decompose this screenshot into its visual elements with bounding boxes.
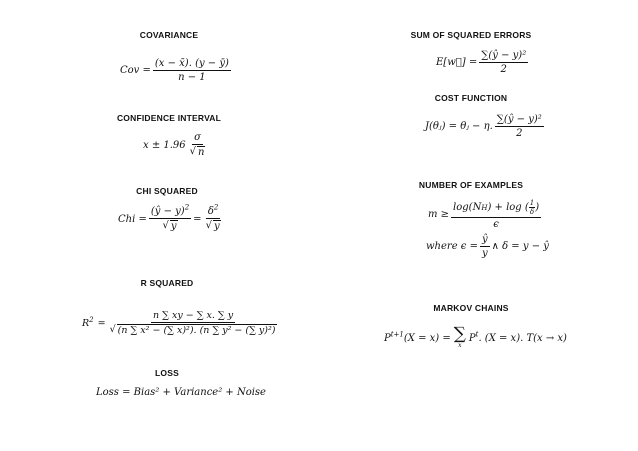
formula-covariance — [120, 58, 233, 83]
heading-r-squared: R SQUARED — [140, 278, 194, 288]
sse-numerator: ∑(ŷ − y)² — [481, 50, 527, 61]
heading-covariance: COVARIANCE — [139, 30, 199, 40]
ne-lhs: m ≥ — [428, 209, 450, 220]
where-denominator: y — [481, 248, 488, 259]
formula-confidence-interval — [143, 132, 209, 158]
r2-denominator: (n ∑ x² − (∑ x)²). (n ∑ y² − (∑ y)²) — [117, 325, 276, 336]
sqrt-symbol: √ — [205, 220, 212, 231]
heading-sum-of-squared-errors: SUM OF SQUARED ERRORS — [410, 30, 532, 40]
cost-fraction — [495, 114, 544, 139]
chi-numerator-1: (ŷ − y)$^2$ — [150, 203, 190, 217]
ci-lhs: x ± 1.96 — [143, 139, 186, 151]
sse-lhs: E[w⃗] = — [436, 57, 478, 68]
sse-fraction — [479, 50, 528, 75]
sqrt-symbol: √ — [162, 220, 169, 231]
heading-loss: LOSS — [155, 368, 179, 378]
r2-fraction — [108, 310, 279, 336]
heading-confidence-interval: CONFIDENCE INTERVAL — [116, 113, 222, 123]
mk-mid: (X = x) = — [403, 333, 451, 344]
where-fraction — [480, 234, 490, 259]
chi-numerator-2: $\delta^2$ — [207, 203, 219, 217]
formula-number-of-examples — [428, 199, 543, 230]
chi-fraction-1 — [149, 203, 191, 232]
where-lhs: where ϵ = — [426, 241, 478, 252]
r2-equals: = — [97, 317, 106, 329]
ci-numerator: σ — [194, 132, 201, 143]
formula-r-squared — [82, 310, 281, 336]
chi-lhs: Chi = — [118, 213, 147, 225]
ci-fraction — [188, 132, 208, 158]
heading-number-of-examples: NUMBER OF EXAMPLES — [418, 180, 524, 190]
formula-cost-function — [425, 114, 546, 139]
heading-chi-squared: CHI SQUARED — [136, 186, 198, 196]
mk-lhs: $P^{t+1}$ — [384, 330, 404, 344]
cov-lhs: Cov = — [120, 65, 151, 76]
r2-sqrt — [108, 323, 279, 336]
formula-loss — [96, 387, 266, 398]
cost-numerator: ∑(ŷ − y)² — [496, 114, 542, 125]
cov-denominator: n − 1 — [178, 72, 206, 83]
ci-denominator: n — [198, 147, 205, 158]
r2-numerator: n ∑ xy − ∑ x. ∑ y — [153, 310, 234, 321]
formula-markov-chains — [384, 324, 567, 350]
formula-where-epsilon — [426, 234, 549, 259]
cost-denominator: 2 — [516, 128, 523, 139]
where-numerator: ŷ — [481, 234, 488, 245]
ne-fraction — [451, 199, 541, 230]
ne-inner-fraction: 1 δ — [529, 199, 535, 216]
chi-fraction-2 — [204, 203, 223, 232]
chi-equals: = — [193, 213, 202, 225]
sqrt-symbol: √ — [189, 146, 197, 157]
formula-sse — [436, 50, 530, 75]
ci-sqrt — [188, 145, 208, 158]
mk-sum-operator: ∑ x — [453, 324, 466, 349]
loss-equation: Loss = Bias² + Variance² + Noise — [96, 387, 266, 398]
formula-chi-squared — [118, 203, 225, 232]
r2-lhs: $R^2$ — [82, 315, 94, 329]
mk-rhs: . (X = x). T(x → x) — [478, 333, 567, 344]
heading-markov-chains: MARKOV CHAINS — [433, 303, 509, 313]
cov-numerator: (x − x̄). (y − ȳ) — [154, 58, 229, 69]
chi-sqrt-2: √ y — [205, 220, 220, 232]
cov-fraction — [153, 58, 231, 83]
sse-denominator: 2 — [500, 64, 507, 75]
cost-lhs: J(θⱼ) = θⱼ − η. — [425, 121, 493, 132]
sqrt-symbol: √ — [109, 324, 116, 335]
heading-cost-function: COST FUNCTION — [434, 93, 508, 103]
where-rhs: ∧ δ = y − ŷ — [491, 241, 549, 252]
chi-sqrt-1: √ y — [162, 220, 177, 232]
mk-rhs-p: $P^t$ — [468, 330, 479, 344]
ne-numerator: log(N H ) + log ( 1 δ ) — [453, 199, 540, 216]
ne-denominator: ϵ — [493, 219, 499, 230]
